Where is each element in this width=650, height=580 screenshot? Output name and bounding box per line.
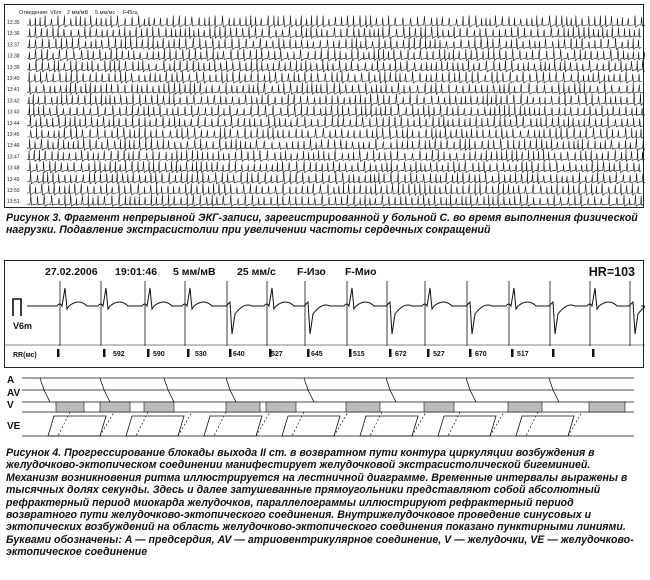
rr-tick <box>469 349 472 357</box>
figure3-header-label: 5 мм/мс <box>95 10 116 16</box>
figure4-ecg-panel <box>4 260 644 368</box>
figure3-ecg-strip <box>27 16 645 28</box>
calibration-pulse <box>13 299 21 316</box>
rr-tick <box>511 349 514 357</box>
rr-tick <box>389 349 392 357</box>
figure3-time-label: 13:40 <box>7 76 20 82</box>
rr-value: 670 <box>475 351 487 358</box>
ladder-label-a: A <box>7 375 15 386</box>
ve-refractory-parallelogram <box>204 416 262 436</box>
figure3-ecg-strip <box>27 161 642 173</box>
rr-tick <box>57 349 60 357</box>
figure3-time-label: 13:37 <box>7 42 20 49</box>
ventricular-refractory-block <box>589 402 625 412</box>
ladder-label-v: V <box>7 400 14 411</box>
figure3-time-label: 13:51 <box>7 199 20 206</box>
figure3-ecg-strip <box>27 150 645 162</box>
rr-value: 517 <box>517 351 529 358</box>
figure4-filter-iso: F-Изо <box>297 266 326 278</box>
figure3-ecg-strip <box>27 116 643 128</box>
figure3-ecg-strip <box>27 72 642 84</box>
figure3-time-label: 13:44 <box>7 120 20 127</box>
figure3-time-label: 13:47 <box>7 154 20 161</box>
figure3-ecg-strip <box>27 128 644 140</box>
ladder-label-ve: VE <box>7 421 21 432</box>
figure4-rr-label: RR(мс) <box>13 352 37 359</box>
rr-value: 527 <box>271 351 283 358</box>
rr-value: 672 <box>395 351 407 358</box>
figure3-ecg-strip <box>27 195 643 207</box>
ventricular-refractory-block <box>100 402 130 412</box>
ve-refractory-parallelogram <box>360 416 418 436</box>
figure4-ladder-diagram <box>4 372 644 442</box>
figure3-ecg-strip <box>27 60 645 72</box>
figure3-header-label: 2 мм/мВ <box>67 10 89 16</box>
figure3-ecg-strip <box>27 83 643 95</box>
figure3-ecg-strip <box>27 172 645 184</box>
rr-value: 515 <box>353 351 365 358</box>
rr-value: 530 <box>195 351 207 358</box>
figure3-time-label: 13:49 <box>7 176 20 183</box>
figure4-heart-rate: HR=103 <box>588 265 635 279</box>
rr-tick <box>187 349 190 357</box>
ve-refractory-parallelogram <box>282 416 340 436</box>
rr-value: 645 <box>311 351 323 358</box>
rr-tick <box>349 349 352 357</box>
figure3-time-label: 13:42 <box>7 98 20 105</box>
figure3-ecg-strip <box>27 27 641 39</box>
ventricular-refractory-block <box>266 402 296 412</box>
ve-refractory-parallelogram <box>48 416 106 436</box>
figure3-time-label: 13:36 <box>7 31 20 38</box>
rr-tick <box>552 349 555 357</box>
figure4-ecg-trace <box>5 261 645 369</box>
figure4-gain: 5 мм/мВ <box>173 266 216 278</box>
figure3-ecg-strip <box>27 105 645 117</box>
rr-value: 527 <box>433 351 445 358</box>
figure4-speed: 25 мм/с <box>237 266 276 278</box>
rr-tick <box>229 349 232 357</box>
figure4-filter-myo: F-Мио <box>345 266 377 278</box>
ventricular-refractory-block <box>144 402 174 412</box>
figure3-ecg-strip <box>27 94 643 106</box>
rr-tick <box>427 349 430 357</box>
figure4-lead-label: V6m <box>13 321 33 331</box>
ladder-label-av: AV <box>7 388 21 399</box>
figure3-header-label: F45гц <box>123 10 138 16</box>
ventricular-refractory-block <box>424 402 454 412</box>
figure3-header-label: Отведение: V6m <box>19 10 62 16</box>
rr-tick <box>307 349 310 357</box>
figure4-ladder-drawing <box>4 372 644 442</box>
figure3-time-label: 13:50 <box>7 188 20 194</box>
ventricular-refractory-block <box>508 402 542 412</box>
figure3-time-label: 13:41 <box>7 87 20 94</box>
figure3-time-label: 13:38 <box>7 53 20 60</box>
rr-tick <box>592 349 595 357</box>
rr-value: 640 <box>233 351 245 358</box>
figure4-caption: Рисунок 4. Прогрессирование блокады выхода II ст. в возвратном пути контура циркуляции возбуждения в желудочково-эктопическом соединении манифестирует желудочковой экстрасистолической бигеминией. Механизм возникновения ритма иллюстрируется на лестничной диаграмме. Временные интервалы выражены в тысячных долях секунды. Здесь и далее затушеванные прямоугольники представляют собой абсолютный рефрактерный период миокарда желудочков, параллелограммы иллюстрируют рефрактерный период возвратного пути желудочково-эктопического соединения. Внутрижелудочковое проведение синусовых и эктопических возбуждений на область желудочково-эктопического соединения показано пунктирными линиями. Буквами обозначены: A — предсердия, AV — атриовентрикулярное соединение, V — желудочки, VE — желудочково-эктопическое соединение <box>6 447 634 559</box>
figure3-time-label: 13:35 <box>7 20 20 26</box>
figure3-time-label: 13:39 <box>7 64 20 71</box>
figure3-ecg-panel <box>4 4 644 208</box>
ventricular-refractory-block <box>346 402 380 412</box>
ve-refractory-parallelogram <box>516 416 574 436</box>
ve-refractory-parallelogram <box>126 416 184 436</box>
figure3-time-label: 13:45 <box>7 132 20 138</box>
figure3-ecg-strips <box>5 5 645 209</box>
ve-refractory-parallelogram <box>438 416 496 436</box>
figure3-time-label: 13:48 <box>7 165 20 172</box>
ventricular-refractory-block <box>56 402 84 412</box>
rr-tick <box>147 349 150 357</box>
rr-value: 590 <box>153 351 165 358</box>
figure3-ecg-strip <box>27 139 645 151</box>
figure3-time-label: 13:43 <box>7 109 20 116</box>
figure3-ecg-strip <box>27 38 642 50</box>
figure3-time-label: 13:46 <box>7 143 20 150</box>
figure4-ecg-waveform <box>27 288 645 334</box>
figure3-ecg-strip <box>27 49 645 61</box>
figure3-caption: Рисунок 3. Фрагмент непрерывной ЭКГ-записи, зарегистрированной у больной С. во время выполнения физической нагрузки. Подавление экстрасистолии при увеличении частоты сердечных сокращений <box>6 212 638 237</box>
ventricular-refractory-block <box>226 402 260 412</box>
figure4-time: 19:01:46 <box>115 266 158 278</box>
figure3-ecg-strip <box>27 184 642 196</box>
rr-value: 592 <box>113 351 125 358</box>
rr-tick <box>103 349 106 357</box>
figure4-date: 27.02.2006 <box>45 266 98 278</box>
